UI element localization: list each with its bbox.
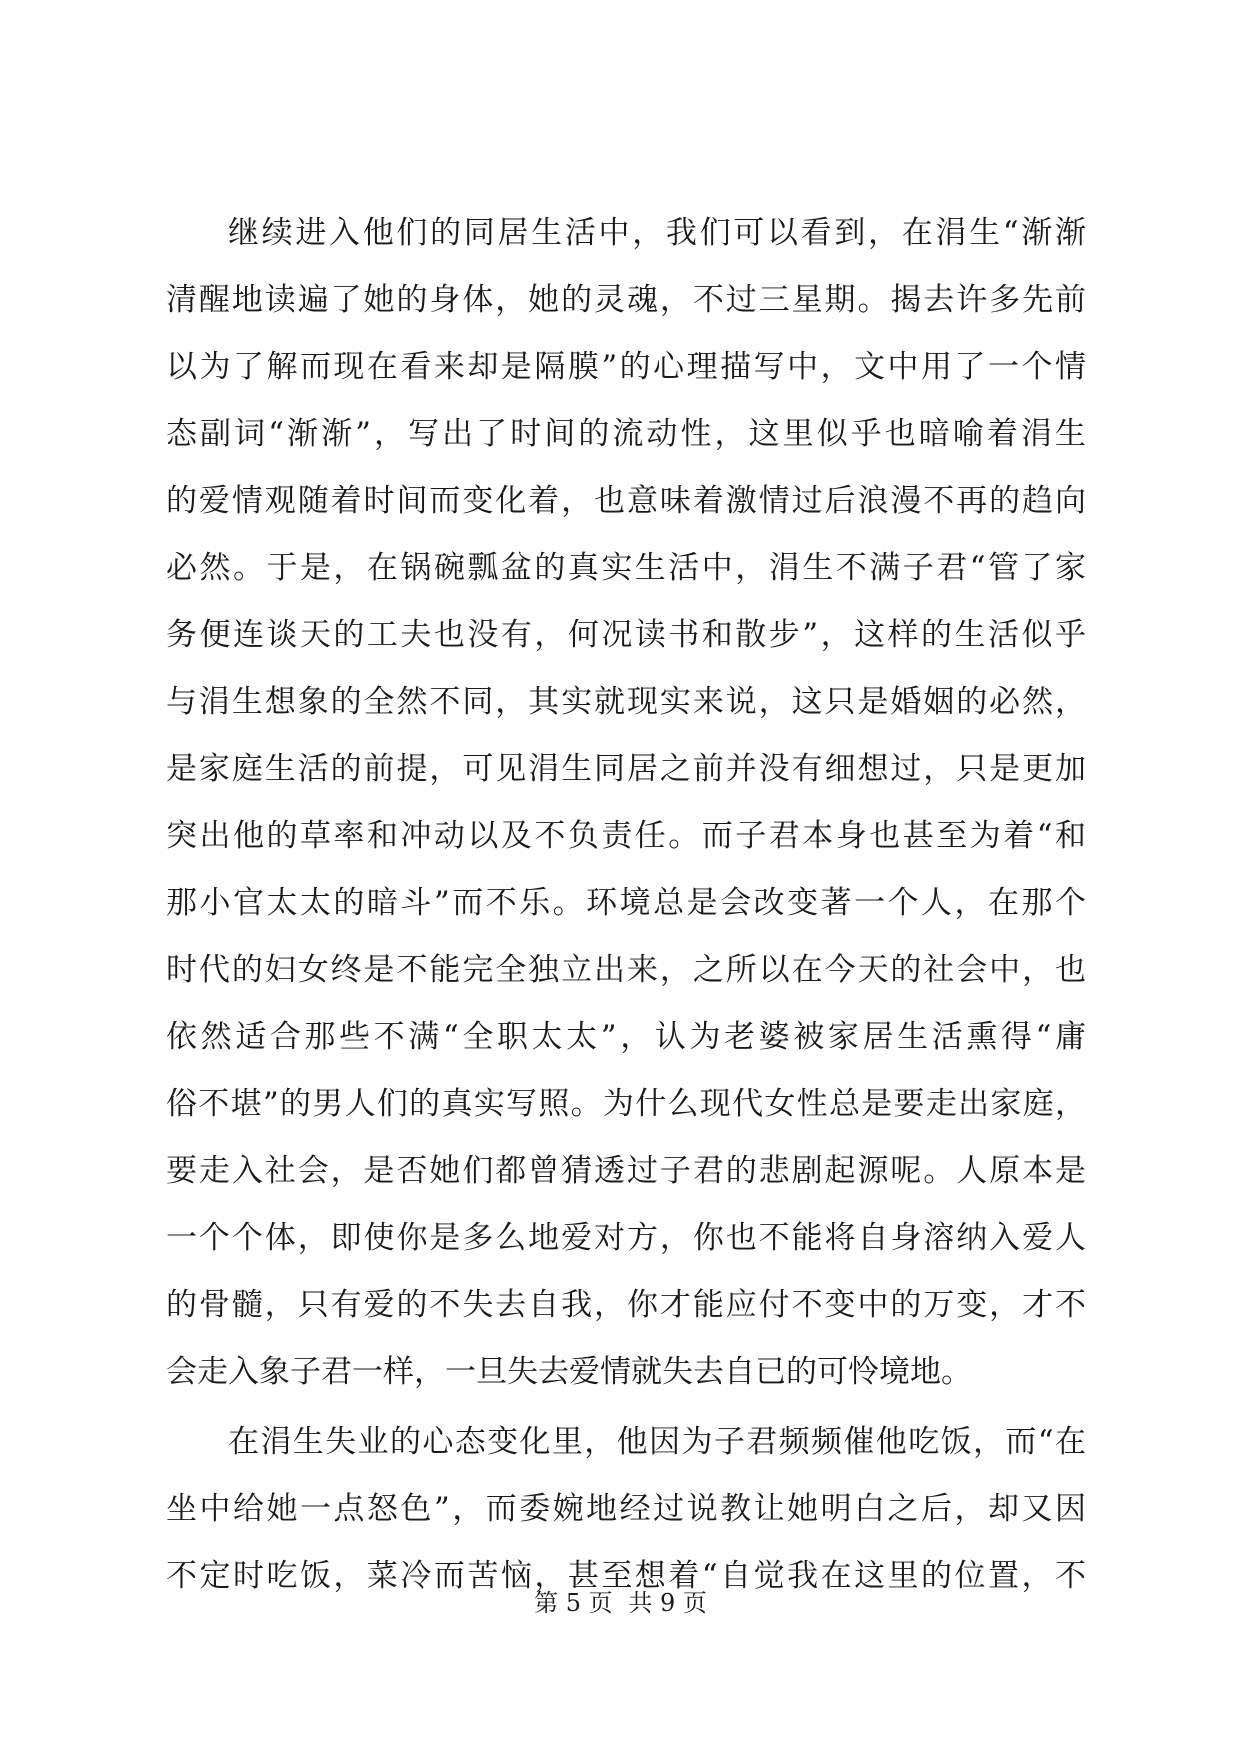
- body-text: [166, 200, 1086, 1610]
- text-line: 不定时吃饭，菜冷而苦恼，甚至想着“自觉我在这里的位置，不: [166, 1558, 1086, 1594]
- text-line: 会走入象子君一样，一旦失去爱情就失去自已的可怜境地。: [166, 1354, 972, 1390]
- text-line: 要走入社会，是否她们都曾猜透过子君的悲剧起源呢。人原本是: [166, 1153, 1086, 1189]
- text-line: 时代的妇女终是不能完全独立出来，之所以在今天的社会中，也: [166, 952, 1086, 988]
- paragraph-2: [166, 1409, 1086, 1610]
- text-line: 与涓生想象的全然不同，其实就现实来说，这只是婚姻的必然，: [166, 684, 1086, 720]
- text-line: 在涓生失业的心态变化里，他因为子君频频催他吃饭，而“在: [228, 1424, 1086, 1460]
- text-line: 是家庭生活的前提，可见涓生同居之前并没有细想过，只是更加: [166, 751, 1086, 787]
- text-line: 坐中给她一点怒色”，而委婉地经过说教让她明白之后，却又因: [166, 1491, 1086, 1527]
- text-line: 依然适合那些不满“全职太太”，认为老婆被家居生活熏得“庸: [166, 1019, 1086, 1055]
- text-line: 俗不堪”的男人们的真实写照。为什么现代女性总是要走出家庭，: [166, 1086, 1086, 1122]
- paragraph-1: [166, 200, 1086, 1406]
- text-line: 清醒地读遍了她的身体，她的灵魂，不过三星期。揭去许多先前: [166, 282, 1086, 318]
- text-line: 以为了解而现在看来却是隔膜”的心理描写中，文中用了一个情: [166, 349, 1086, 385]
- text-line: 一个个体，即使你是多么地爱对方，你也不能将自身溶纳入爱人: [166, 1220, 1086, 1256]
- text-line: 态副词“渐渐”，写出了时间的流动性，这里似乎也暗喻着涓生: [166, 416, 1086, 452]
- page-footer: [0, 1588, 1241, 1618]
- page-number: 第 5 页: [534, 1589, 613, 1617]
- text-line: 必然。于是，在锅碗瓢盆的真实生活中，涓生不满子君“管了家: [166, 550, 1086, 586]
- text-line: 继续进入他们的同居生活中，我们可以看到，在涓生“渐渐: [228, 215, 1086, 251]
- total-pages: 共 9 页: [628, 1589, 707, 1617]
- text-line: 的骨髓，只有爱的不失去自我，你才能应付不变中的万变，才不: [166, 1287, 1086, 1323]
- text-line: 务便连谈天的工夫也没有，何况读书和散步”，这样的生活似乎: [166, 617, 1086, 653]
- text-line: 的爱情观随着时间而变化着，也意味着激情过后浪漫不再的趋向: [166, 483, 1086, 519]
- text-line: 那小官太太的暗斗”而不乐。环境总是会改变著一个人，在那个: [166, 885, 1086, 921]
- text-line: 突出他的草率和冲动以及不负责任。而子君本身也甚至为着“和: [166, 818, 1086, 854]
